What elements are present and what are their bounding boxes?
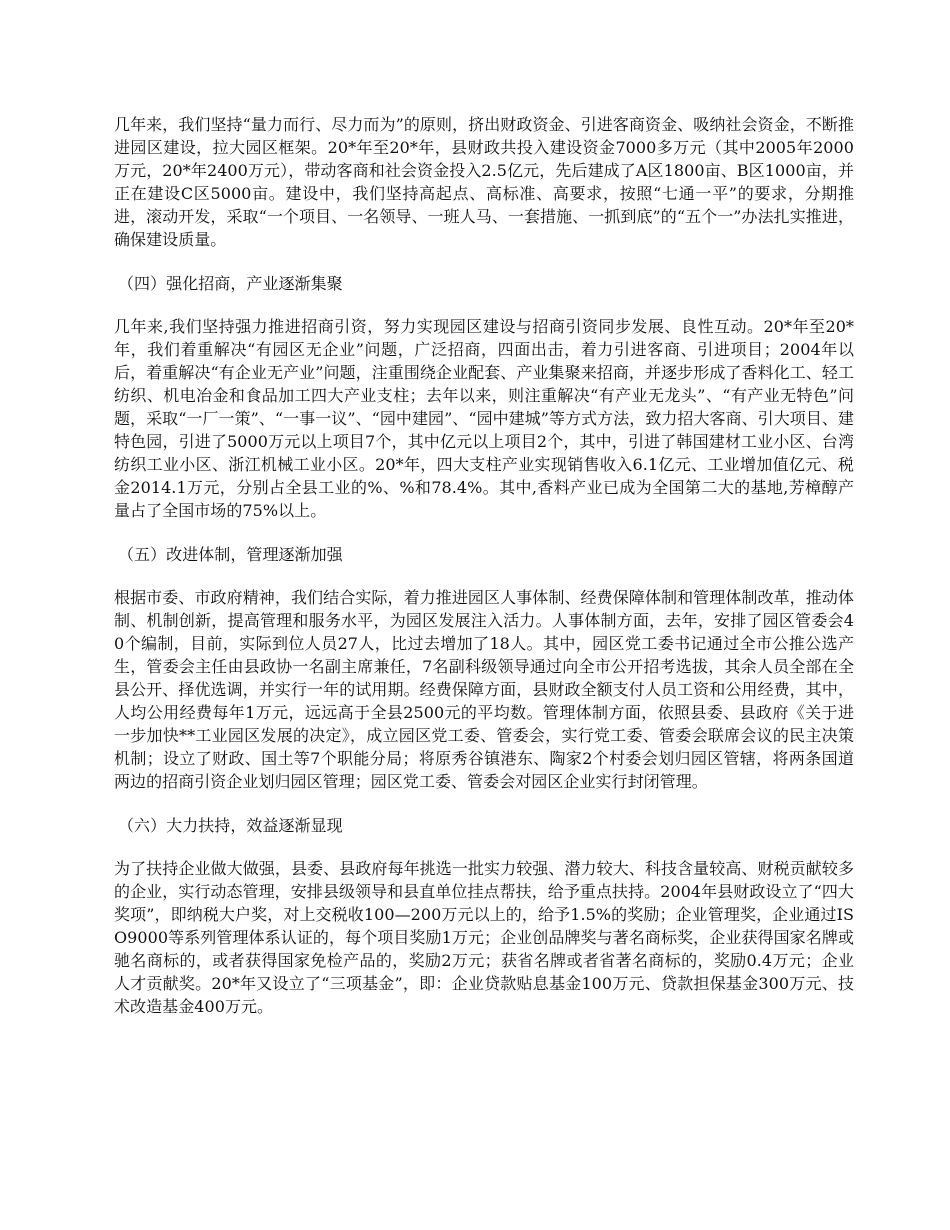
paragraph-park-construction: 几年来，我们坚持“量力而行、尽力而为”的原则，挤出财政资金、引进客商资金、吸纳社会资金，不断推进园区建设，拉大园区框架。20*年至20*年，县财政共投入建设资金7000多万元（其中2005年2000万元，20*年2400万元），带动客商和社会资金投入2.5亿元，先后建成了A区1800亩、B区1000亩，并正在建设C区5000亩。建设中，我们坚持高起点、高标准、高要求，按照“七通一平”的要求，分期推进，滚动开发，采取“一个项目、一名领导、一班人马、一套措施、一抓到底”的“五个一”办法扎实推进，确保建设质量。 [114,115,854,249]
section-heading-6: （六）大力扶持，效益逐渐显现 [118,816,343,835]
paragraph-investment-attraction: 几年来,我们坚持强力推进招商引资，努力实现园区建设与招商引资同步发展、良性互动。20*年至20*年，我们着重解决“有园区无企业”问题，广泛招商，四面出击，着力引进客商、引进项目；2004年以后，着重解决“有企业无产业”问题，注重围绕企业配套、产业集聚来招商，并逐步形成了香料化工、轻工纺织、机电冶金和食品加工四大产业支柱；去年以来，则注重解决“有产业无龙头”、“有产业无特色”问题，采取“一厂一策”、“一事一议”、“园中建园”、“园中建城”等方式方法，致力招大客商、引大项目、建特色园，引进了5000万元以上项目7个，其中亿元以上项目2个，其中，引进了韩国建材工业小区、台湾纺织工业小区、浙江机械工业小区。20*年，四大支柱产业实现销售收入6.1亿元、工业增加值亿元、税金2014.1万元，分别占全县工业的%、%和78.4%。其中,香料产业已成为全国第二大的基地,芳樟醇产量占了全国市场的75%以上。 [114,317,854,520]
section-heading-5: （五）改进体制，管理逐渐加强 [118,545,343,564]
paragraph-enterprise-support: 为了扶持企业做大做强，县委、县政府每年挑选一批实力较强、潜力较大、科技含量较高、财税贡献较多的企业，实行动态管理，安排县级领导和县直单位挂点帮扶，给予重点扶持。2004年县财政设立了“四大奖项”，即纳税大户奖，对上交税收100—200万元以上的，给予1.5%的奖励；企业管理奖，企业通过ISO9000等系列管理体系认证的，每个项目奖励1万元；企业创品牌奖与著名商标奖，企业获得国家名牌或驰名商标的，或者获得国家免检产品的，奖励2万元；获省名牌或者省著名商标的，奖励0.4万元；企业人才贡献奖。20*年又设立了“三项基金”，即：企业贷款贴息基金100万元、贷款担保基金300万元、技术改造基金400万元。 [114,859,854,1016]
section-heading-4: （四）强化招商，产业逐渐集聚 [118,274,343,293]
document-page [114,113,854,1039]
paragraph-system-reform: 根据市委、市政府精神，我们结合实际，着力推进园区人事体制、经费保障体制和管理体制改革，推动体制、机制创新，提高管理和服务水平，为园区发展注入活力。人事体制方面，去年，安排了园区管委会40个编制，目前，实际到位人员27人，比过去增加了18人。其中，园区党工委书记通过全市公推公选产生，管委会主任由县政协一名副主席兼任，7名副科级领导通过向全市公开招考选拔，其余人员全部在全县公开、择优选调，并实行一年的试用期。经费保障方面，县财政全额支付人员工资和公用经费，其中，人均公用经费每年1万元，远远高于全县2500元的平均数。管理体制方面，依照县委、县政府《关于进一步加快**工业园区发展的决定》，成立园区党工委、管委会，实行党工委、管委会联席会议的民主决策机制；设立了财政、国土等7个职能分局；将原秀谷镇港东、陶家2个村委会划归园区管辖，将两条国道两边的招商引资企业划归园区管理；园区党工委、管委会对园区企业实行封闭管理。 [114,588,854,791]
